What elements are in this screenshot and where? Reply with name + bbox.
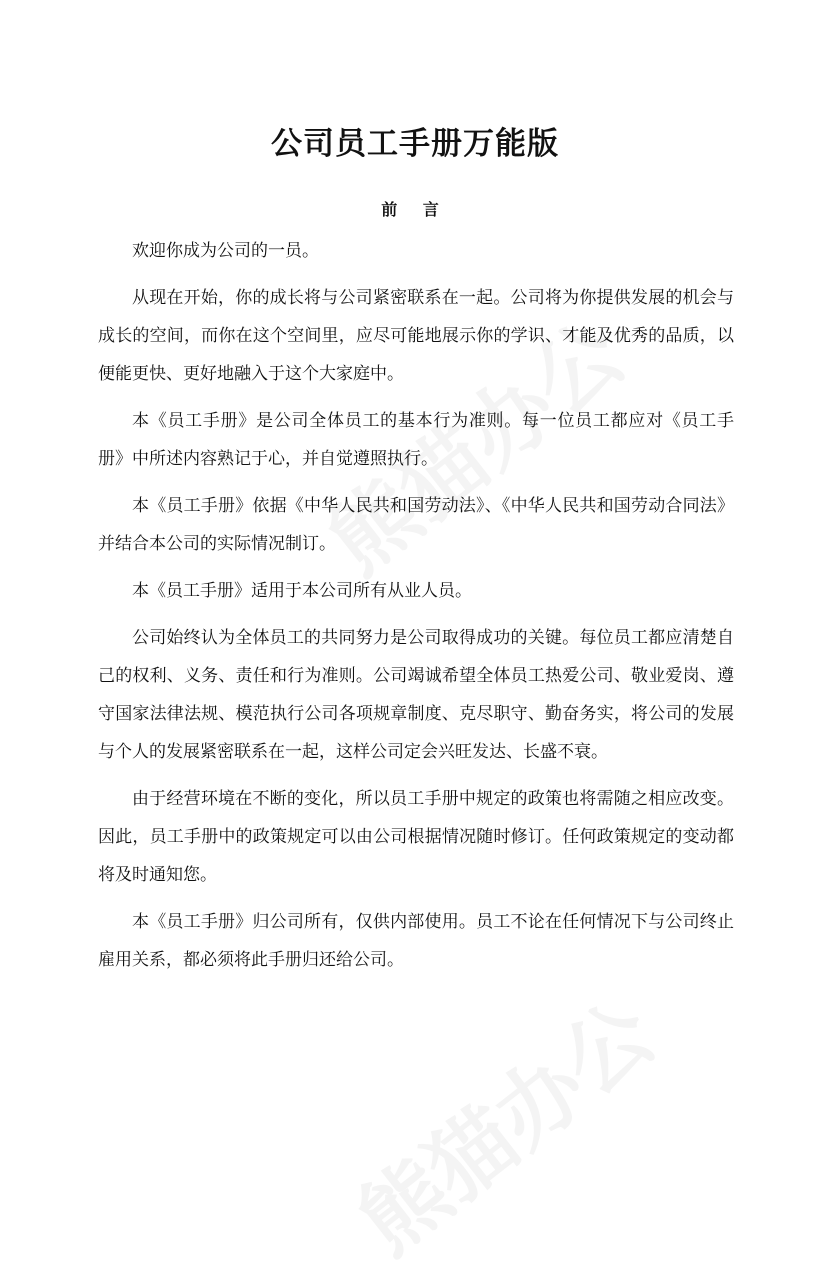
- paragraph-growth: 从现在开始，你的成长将与公司紧密联系在一起。公司将为你提供发展的机会与成长的空间，而你在这个空间里，应尽可能地展示你的学识、才能及优秀的品质，以便能更快、更好地融入于这个大家庭中。: [98, 288, 734, 384]
- paragraph-policy-changes: 由于经营环境在不断的变化，所以员工手册中规定的政策也将需随之相应改变。因此，员工手册中的政策规定可以由公司根据情况随时修订。任何政策规定的变动都将及时通知您。: [98, 789, 734, 885]
- document-title: 公司员工手册万能版: [271, 126, 559, 162]
- section-heading: 前 言: [381, 200, 449, 219]
- document-body: [98, 232, 734, 988]
- paragraph-ownership: 本《员工手册》归公司所有，仅供内部使用。员工不论在任何情况下与公司终止雇用关系，都必须将此手册归还给公司。: [98, 912, 734, 970]
- paragraph-code-of-conduct: 本《员工手册》是公司全体员工的基本行为准则。每一位员工都应对《员工手册》中所述内容熟记于心，并自觉遵照执行。: [98, 411, 734, 469]
- paragraph-scope: 本《员工手册》适用于本公司所有从业人员。: [132, 581, 472, 601]
- paragraph-welcome: 欢迎你成为公司的一员。: [132, 241, 319, 261]
- paragraph-legal-basis: 本《员工手册》依据《中华人民共和国劳动法》、《中华人民共和国劳动合同法》并结合本公司的实际情况制订。: [98, 496, 734, 554]
- watermark: [328, 967, 675, 1277]
- paragraph-company-values: 公司始终认为全体员工的共同努力是公司取得成功的关键。每位员工都应清楚自己的权利、义务、责任和行为准则。公司竭诚希望全体员工热爱公司、敬业爱岗、遵守国家法律法规、模范执行公司各项规章制度、克尽职守、勤奋务实，将公司的发展与个人的发展紧密联系在一起，这样公司定会兴旺发达、长盛不衰。: [98, 628, 734, 762]
